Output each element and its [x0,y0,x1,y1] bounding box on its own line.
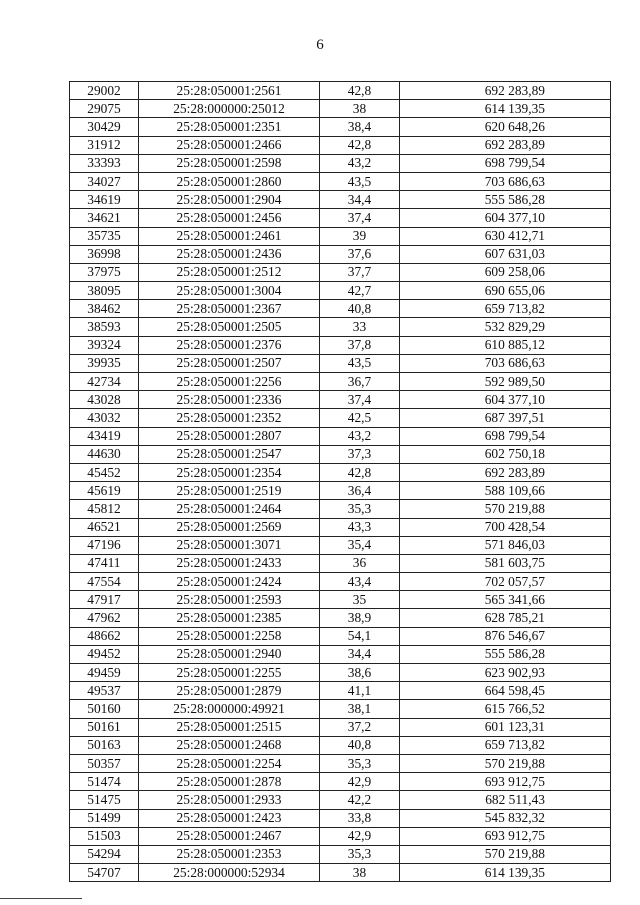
cadastral-value-cell: 532 829,29 [400,318,611,336]
table-row [70,445,611,463]
area-cell: 37,4 [320,209,400,227]
cadastral-number-cell: 25:28:050001:2367 [139,300,320,318]
table-row [70,154,611,172]
cadastral-number-cell: 25:28:050001:2561 [139,82,320,100]
cadastral-value-cell: 630 412,71 [400,227,611,245]
area-cell: 33,8 [320,809,400,827]
cadastral-value-cell: 555 586,28 [400,191,611,209]
table-row [70,391,611,409]
area-cell: 42,8 [320,463,400,481]
table-row [70,682,611,700]
record-number-cell: 42734 [70,373,139,391]
cadastral-number-cell: 25:28:000000:52934 [139,864,320,882]
property-table [69,81,611,882]
cadastral-number-cell: 25:28:050001:2598 [139,154,320,172]
table-row [70,172,611,190]
cadastral-value-cell: 620 648,26 [400,118,611,136]
cadastral-value-cell: 692 283,89 [400,82,611,100]
cadastral-value-cell: 703 686,63 [400,354,611,372]
table-row [70,591,611,609]
area-cell: 38 [320,864,400,882]
table-row [70,500,611,518]
area-cell: 42,8 [320,82,400,100]
table-row [70,700,611,718]
record-number-cell: 37975 [70,263,139,281]
cadastral-value-cell: 607 631,03 [400,245,611,263]
area-cell: 40,8 [320,300,400,318]
table-row [70,209,611,227]
cadastral-value-cell: 703 686,63 [400,172,611,190]
cadastral-value-cell: 623 902,93 [400,664,611,682]
table-body [70,82,611,882]
record-number-cell: 54707 [70,864,139,882]
cadastral-value-cell: 698 799,54 [400,427,611,445]
cadastral-number-cell: 25:28:050001:2467 [139,827,320,845]
cadastral-number-cell: 25:28:050001:2904 [139,191,320,209]
cadastral-number-cell: 25:28:050001:2940 [139,645,320,663]
record-number-cell: 47554 [70,573,139,591]
area-cell: 41,1 [320,682,400,700]
table-row [70,409,611,427]
record-number-cell: 34027 [70,172,139,190]
record-number-cell: 48662 [70,627,139,645]
cadastral-number-cell: 25:28:050001:2879 [139,682,320,700]
table-row [70,354,611,372]
record-number-cell: 30429 [70,118,139,136]
cadastral-number-cell: 25:28:050001:2424 [139,573,320,591]
record-number-cell: 39324 [70,336,139,354]
table-row [70,554,611,572]
area-cell: 43,3 [320,518,400,536]
area-cell: 36,7 [320,373,400,391]
record-number-cell: 34621 [70,209,139,227]
table-row [70,736,611,754]
table-row [70,263,611,281]
table-row [70,718,611,736]
record-number-cell: 47962 [70,609,139,627]
area-cell: 43,5 [320,172,400,190]
cadastral-number-cell: 25:28:050001:2385 [139,609,320,627]
cadastral-value-cell: 692 283,89 [400,136,611,154]
cadastral-value-cell: 692 283,89 [400,463,611,481]
cadastral-number-cell: 25:28:050001:2256 [139,373,320,391]
cadastral-number-cell: 25:28:050001:2255 [139,664,320,682]
area-cell: 35 [320,591,400,609]
cadastral-number-cell: 25:28:050001:2519 [139,482,320,500]
area-cell: 42,2 [320,791,400,809]
cadastral-value-cell: 570 219,88 [400,845,611,863]
cadastral-value-cell: 693 912,75 [400,773,611,791]
cadastral-value-cell: 664 598,45 [400,682,611,700]
cadastral-number-cell: 25:28:050001:2507 [139,354,320,372]
cadastral-value-cell: 592 989,50 [400,373,611,391]
cadastral-number-cell: 25:28:050001:2254 [139,754,320,772]
record-number-cell: 51499 [70,809,139,827]
cadastral-number-cell: 25:28:050001:2468 [139,736,320,754]
record-number-cell: 31912 [70,136,139,154]
record-number-cell: 45812 [70,500,139,518]
record-number-cell: 45619 [70,482,139,500]
cadastral-value-cell: 659 713,82 [400,736,611,754]
area-cell: 35,3 [320,500,400,518]
area-cell: 37,8 [320,336,400,354]
area-cell: 36,4 [320,482,400,500]
record-number-cell: 33393 [70,154,139,172]
area-cell: 38,4 [320,118,400,136]
cadastral-value-cell: 659 713,82 [400,300,611,318]
cadastral-number-cell: 25:28:050001:3004 [139,282,320,300]
table-row [70,336,611,354]
record-number-cell: 47917 [70,591,139,609]
table-row [70,645,611,663]
cadastral-value-cell: 545 832,32 [400,809,611,827]
table-row [70,609,611,627]
table-row [70,427,611,445]
table-row [70,82,611,100]
record-number-cell: 29075 [70,100,139,118]
cadastral-value-cell: 604 377,10 [400,209,611,227]
area-cell: 38,6 [320,664,400,682]
cadastral-number-cell: 25:28:050001:2456 [139,209,320,227]
area-cell: 36 [320,554,400,572]
cadastral-number-cell: 25:28:050001:2466 [139,136,320,154]
cadastral-number-cell: 25:28:000000:25012 [139,100,320,118]
cadastral-value-cell: 555 586,28 [400,645,611,663]
area-cell: 34,4 [320,645,400,663]
record-number-cell: 35735 [70,227,139,245]
area-cell: 42,7 [320,282,400,300]
area-cell: 38,1 [320,700,400,718]
cadastral-value-cell: 610 885,12 [400,336,611,354]
record-number-cell: 45452 [70,463,139,481]
cadastral-number-cell: 25:28:050001:2461 [139,227,320,245]
area-cell: 43,5 [320,354,400,372]
table-row [70,773,611,791]
table-row [70,245,611,263]
page-number: 6 [316,37,324,53]
cadastral-number-cell: 25:28:050001:2933 [139,791,320,809]
cadastral-value-cell: 682 511,43 [400,791,611,809]
area-cell: 54,1 [320,627,400,645]
cadastral-value-cell: 693 912,75 [400,827,611,845]
cadastral-number-cell: 25:28:050001:2512 [139,263,320,281]
cadastral-number-cell: 25:28:050001:2515 [139,718,320,736]
cadastral-value-cell: 565 341,66 [400,591,611,609]
table-row [70,463,611,481]
record-number-cell: 49459 [70,664,139,682]
cadastral-value-cell: 588 109,66 [400,482,611,500]
table-row [70,136,611,154]
record-number-cell: 51475 [70,791,139,809]
cadastral-number-cell: 25:28:050001:2351 [139,118,320,136]
record-number-cell: 50161 [70,718,139,736]
record-number-cell: 47196 [70,536,139,554]
cadastral-value-cell: 687 397,51 [400,409,611,427]
cadastral-value-cell: 628 785,21 [400,609,611,627]
table-row [70,518,611,536]
table-row [70,809,611,827]
cadastral-value-cell: 700 428,54 [400,518,611,536]
table-row [70,827,611,845]
cadastral-value-cell: 615 766,52 [400,700,611,718]
cadastral-number-cell: 25:28:050001:2433 [139,554,320,572]
cadastral-number-cell: 25:28:000000:49921 [139,700,320,718]
area-cell: 42,9 [320,827,400,845]
cadastral-value-cell: 702 057,57 [400,573,611,591]
cadastral-number-cell: 25:28:050001:3071 [139,536,320,554]
record-number-cell: 34619 [70,191,139,209]
cadastral-number-cell: 25:28:050001:2547 [139,445,320,463]
area-cell: 43,4 [320,573,400,591]
table-row [70,845,611,863]
cadastral-value-cell: 570 219,88 [400,500,611,518]
table-row [70,627,611,645]
cadastral-number-cell: 25:28:050001:2354 [139,463,320,481]
cadastral-number-cell: 25:28:050001:2436 [139,245,320,263]
area-cell: 38,9 [320,609,400,627]
record-number-cell: 47411 [70,554,139,572]
area-cell: 39 [320,227,400,245]
table-row [70,282,611,300]
cadastral-number-cell: 25:28:050001:2878 [139,773,320,791]
area-cell: 37,6 [320,245,400,263]
cadastral-value-cell: 614 139,35 [400,864,611,882]
cadastral-value-cell: 570 219,88 [400,754,611,772]
table-row [70,664,611,682]
cadastral-number-cell: 25:28:050001:2258 [139,627,320,645]
record-number-cell: 43032 [70,409,139,427]
cadastral-number-cell: 25:28:050001:2376 [139,336,320,354]
cadastral-value-cell: 609 258,06 [400,263,611,281]
area-cell: 42,9 [320,773,400,791]
record-number-cell: 44630 [70,445,139,463]
table-row [70,791,611,809]
cadastral-number-cell: 25:28:050001:2353 [139,845,320,863]
cadastral-number-cell: 25:28:050001:2860 [139,172,320,190]
cadastral-value-cell: 604 377,10 [400,391,611,409]
cadastral-number-cell: 25:28:050001:2352 [139,409,320,427]
table-row [70,191,611,209]
cadastral-number-cell: 25:28:050001:2569 [139,518,320,536]
cadastral-value-cell: 601 123,31 [400,718,611,736]
table-row [70,118,611,136]
record-number-cell: 49452 [70,645,139,663]
record-number-cell: 29002 [70,82,139,100]
cadastral-number-cell: 25:28:050001:2423 [139,809,320,827]
table-row [70,754,611,772]
record-number-cell: 43419 [70,427,139,445]
cadastral-value-cell: 581 603,75 [400,554,611,572]
area-cell: 43,2 [320,154,400,172]
area-cell: 40,8 [320,736,400,754]
record-number-cell: 51503 [70,827,139,845]
area-cell: 37,4 [320,391,400,409]
cadastral-number-cell: 25:28:050001:2505 [139,318,320,336]
area-cell: 42,8 [320,136,400,154]
cadastral-value-cell: 602 750,18 [400,445,611,463]
table-row [70,536,611,554]
cadastral-value-cell: 571 846,03 [400,536,611,554]
cadastral-value-cell: 690 655,06 [400,282,611,300]
cadastral-number-cell: 25:28:050001:2464 [139,500,320,518]
record-number-cell: 50163 [70,736,139,754]
record-number-cell: 39935 [70,354,139,372]
record-number-cell: 50357 [70,754,139,772]
area-cell: 35,3 [320,754,400,772]
table-row [70,300,611,318]
footnote-rule [0,898,82,899]
cadastral-number-cell: 25:28:050001:2807 [139,427,320,445]
table-row [70,100,611,118]
record-number-cell: 38462 [70,300,139,318]
cadastral-number-cell: 25:28:050001:2336 [139,391,320,409]
cadastral-number-cell: 25:28:050001:2593 [139,591,320,609]
area-cell: 38 [320,100,400,118]
table-row [70,482,611,500]
cadastral-value-cell: 876 546,67 [400,627,611,645]
record-number-cell: 43028 [70,391,139,409]
record-number-cell: 38095 [70,282,139,300]
area-cell: 37,2 [320,718,400,736]
record-number-cell: 46521 [70,518,139,536]
record-number-cell: 54294 [70,845,139,863]
cadastral-value-cell: 698 799,54 [400,154,611,172]
table-row [70,573,611,591]
record-number-cell: 36998 [70,245,139,263]
table-row [70,373,611,391]
record-number-cell: 50160 [70,700,139,718]
area-cell: 37,7 [320,263,400,281]
area-cell: 35,3 [320,845,400,863]
area-cell: 42,5 [320,409,400,427]
area-cell: 33 [320,318,400,336]
table-row [70,864,611,882]
cadastral-value-cell: 614 139,35 [400,100,611,118]
area-cell: 34,4 [320,191,400,209]
table-row [70,227,611,245]
area-cell: 37,3 [320,445,400,463]
table-row [70,318,611,336]
record-number-cell: 51474 [70,773,139,791]
record-number-cell: 38593 [70,318,139,336]
area-cell: 35,4 [320,536,400,554]
area-cell: 43,2 [320,427,400,445]
record-number-cell: 49537 [70,682,139,700]
